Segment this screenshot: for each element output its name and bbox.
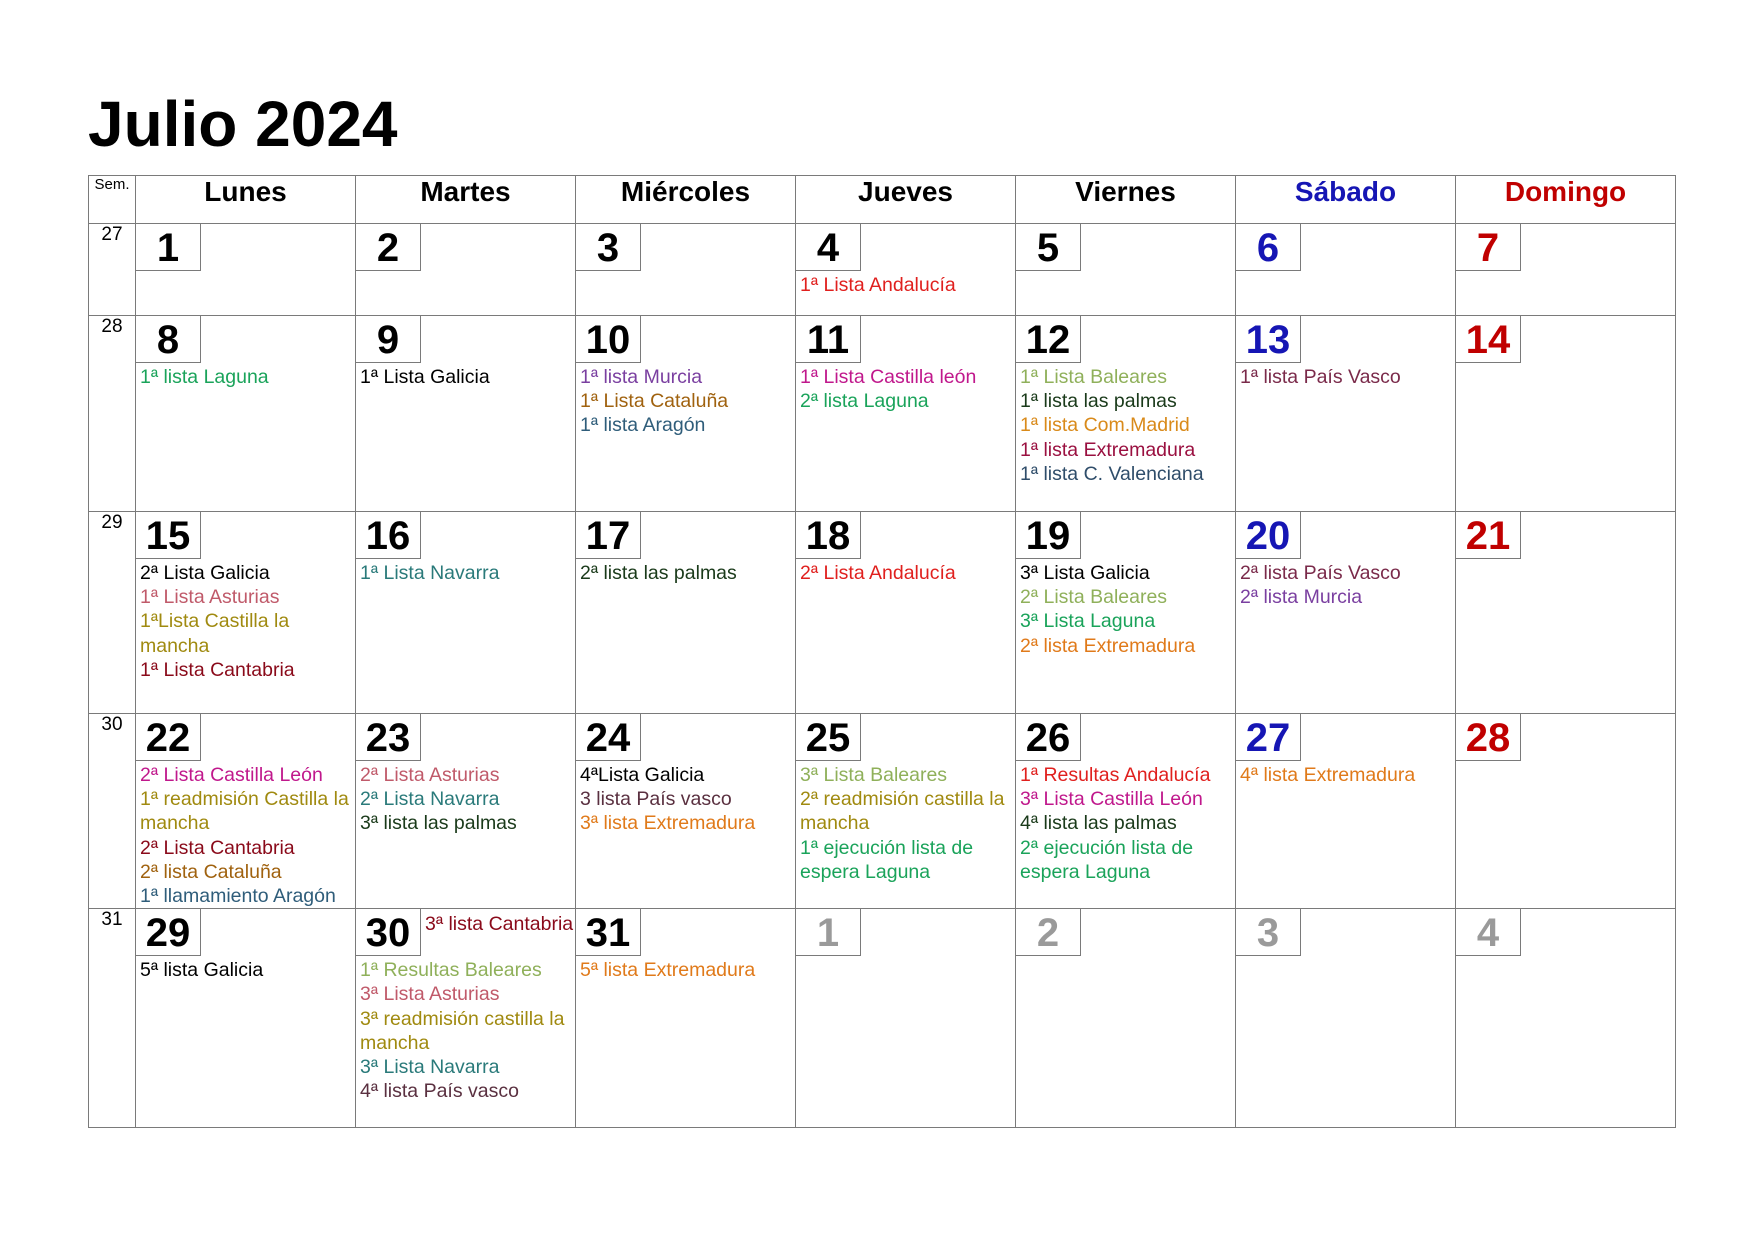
day-cell[interactable] — [1236, 224, 1456, 316]
day-cell[interactable] — [796, 512, 1016, 714]
event-item: 1ª Lista Baleares — [1020, 366, 1168, 388]
day-number: 21 — [1456, 512, 1521, 559]
day-cell[interactable] — [136, 714, 356, 909]
day-cell[interactable] — [576, 512, 796, 714]
day-number: 6 — [1236, 224, 1301, 271]
day-number: 29 — [136, 909, 201, 956]
day-cell-top — [796, 909, 1015, 956]
event-item: 3ª Lista Galicia — [1020, 562, 1150, 584]
day-cell[interactable] — [1236, 316, 1456, 512]
day-number: 4 — [1456, 909, 1521, 956]
day-number: 14 — [1456, 316, 1521, 363]
day-number: 18 — [796, 512, 861, 559]
week-row — [89, 909, 1676, 1128]
day-number: 24 — [576, 714, 641, 761]
day-cell[interactable] — [136, 316, 356, 512]
event-item: 1ª readmisión Castilla la mancha — [140, 788, 349, 835]
event-item: 1ª lista Laguna — [140, 366, 269, 388]
day-number: 13 — [1236, 316, 1301, 363]
day-number: 11 — [796, 316, 861, 363]
event-list — [1456, 363, 1675, 365]
day-number: 25 — [796, 714, 861, 761]
day-cell[interactable] — [576, 316, 796, 512]
event-list — [1236, 761, 1455, 787]
day-cell[interactable] — [1236, 512, 1456, 714]
day-cell-top — [1016, 512, 1235, 559]
event-item: 3ª lista las palmas — [360, 812, 517, 835]
day-cell[interactable] — [356, 714, 576, 909]
day-cell-top — [1456, 512, 1675, 559]
day-cell-top — [1236, 909, 1455, 956]
day-cell-top — [576, 224, 795, 271]
day-cell-top — [1016, 909, 1235, 956]
event-item: 3ª Lista Castilla León — [1020, 788, 1203, 811]
week-row — [89, 512, 1676, 714]
event-list — [796, 559, 1015, 585]
day-number: 20 — [1236, 512, 1301, 559]
event-item: 1ª Lista Andalucía — [800, 274, 956, 296]
event-item: 3ª Lista Baleares — [800, 764, 948, 786]
day-cell[interactable] — [1016, 714, 1236, 909]
event-list — [576, 761, 795, 836]
event-list — [1016, 761, 1235, 884]
calendar-header-row — [89, 176, 1676, 224]
day-cell-top — [1456, 224, 1675, 271]
day-cell-top — [1236, 224, 1455, 271]
day-cell[interactable] — [136, 224, 356, 316]
day-number: 10 — [576, 316, 641, 363]
page-title: Julio 2024 — [88, 88, 398, 160]
day-cell[interactable] — [576, 224, 796, 316]
event-list — [136, 363, 355, 389]
day-cell-top — [136, 316, 355, 363]
day-cell[interactable] — [136, 909, 356, 1128]
day-header-monday: Lunes — [136, 176, 356, 224]
day-number: 23 — [356, 714, 421, 761]
day-cell-top — [356, 512, 575, 559]
day-cell-top — [1236, 512, 1455, 559]
day-header-thursday: Jueves — [796, 176, 1016, 224]
week-number: 29 — [89, 512, 136, 714]
day-cell[interactable] — [136, 512, 356, 714]
event-item: 3ª lista Extremadura — [580, 812, 756, 835]
day-number: 17 — [576, 512, 641, 559]
event-list — [136, 559, 355, 682]
event-item: 2ª lista Extremadura — [1020, 634, 1196, 657]
day-number: 28 — [1456, 714, 1521, 761]
event-item: 1ª lista las palmas — [1020, 390, 1177, 413]
event-item: 2ª lista Murcia — [1240, 586, 1363, 609]
event-list — [356, 363, 575, 389]
event-item: 1ª Lista Asturias — [140, 586, 280, 609]
event-list — [1016, 956, 1235, 958]
event-item: 2ª ejecución lista de espera Laguna — [1020, 836, 1194, 883]
event-list — [796, 956, 1015, 958]
event-list — [136, 271, 355, 273]
event-item: 1ª Resultas Baleares — [360, 959, 542, 982]
event-list — [576, 363, 795, 438]
day-number: 5 — [1016, 224, 1081, 271]
calendar-body — [89, 224, 1676, 1128]
event-item: 1ª ejecución lista de espera Laguna — [800, 836, 974, 883]
day-cell-top — [136, 224, 355, 271]
week-row — [89, 316, 1676, 512]
day-cell-top — [356, 316, 575, 363]
event-list — [1236, 271, 1455, 273]
event-list — [576, 956, 795, 982]
event-list — [356, 559, 575, 585]
event-list — [1236, 363, 1455, 389]
event-item: 2ª readmisión castilla la mancha — [800, 788, 1005, 835]
event-list — [576, 559, 795, 585]
day-number: 22 — [136, 714, 201, 761]
event-list — [356, 271, 575, 273]
event-list — [796, 271, 1015, 297]
day-cell-top — [1456, 909, 1675, 956]
day-cell[interactable] — [796, 224, 1016, 316]
day-number: 3 — [1236, 909, 1301, 956]
day-number: 30 — [356, 909, 421, 956]
event-item: 4ª lista País vasco — [360, 1080, 519, 1103]
event-item: 1ª lista Aragón — [580, 414, 706, 437]
day-header-sunday: Domingo — [1456, 176, 1676, 224]
day-cell-top — [796, 512, 1015, 559]
day-cell[interactable] — [1456, 512, 1676, 714]
event-item: 2ª lista País Vasco — [1240, 562, 1401, 584]
day-number: 16 — [356, 512, 421, 559]
event-list — [1456, 761, 1675, 763]
event-item: 1ª lista C. Valenciana — [1020, 462, 1204, 485]
day-cell[interactable] — [1456, 224, 1676, 316]
day-cell-top — [1016, 316, 1235, 363]
event-item: 2ª Lista Baleares — [1020, 586, 1168, 609]
day-number: 3 — [576, 224, 641, 271]
day-cell[interactable] — [356, 316, 576, 512]
event-item: 2ª Lista Galicia — [140, 562, 270, 584]
week-row — [89, 714, 1676, 909]
day-number: 26 — [1016, 714, 1081, 761]
day-cell[interactable] — [1016, 512, 1236, 714]
event-list — [1016, 559, 1235, 658]
event-item: 2ª lista Laguna — [800, 390, 929, 413]
day-cell[interactable] — [356, 909, 576, 1128]
day-cell-top — [356, 224, 575, 271]
event-item: 1ª lista Murcia — [580, 366, 703, 388]
day-number: 31 — [576, 909, 641, 956]
day-cell-top — [576, 714, 795, 761]
day-cell-top — [1236, 316, 1455, 363]
week-number: 28 — [89, 316, 136, 512]
event-item: 3ª Lista Asturias — [360, 983, 500, 1006]
day-cell[interactable] — [1016, 224, 1236, 316]
day-cell-top — [796, 224, 1015, 271]
event-item: 3 lista País vasco — [580, 788, 732, 811]
day-header-tuesday: Martes — [356, 176, 576, 224]
event-list — [356, 761, 575, 836]
event-item: 1ª Lista Cataluña — [580, 390, 729, 413]
day-cell[interactable] — [1236, 714, 1456, 909]
event-item: 1ª Resultas Andalucía — [1020, 764, 1211, 786]
day-number: 4 — [796, 224, 861, 271]
event-item: 1ª Lista Cantabria — [140, 658, 295, 681]
event-list — [1456, 559, 1675, 561]
event-item: 2ª Lista Navarra — [360, 788, 500, 811]
week-row — [89, 224, 1676, 316]
day-cell-top — [356, 714, 575, 761]
day-header-wednesday: Miércoles — [576, 176, 796, 224]
day-cell-top — [1236, 714, 1455, 761]
day-cell-top — [136, 714, 355, 761]
day-number: 19 — [1016, 512, 1081, 559]
day-cell-top — [1456, 714, 1675, 761]
day-number: 15 — [136, 512, 201, 559]
event-list — [1456, 956, 1675, 958]
day-cell-top — [136, 512, 355, 559]
event-item: 4ª lista Extremadura — [1240, 764, 1416, 786]
event-item: 4ª lista las palmas — [1020, 812, 1177, 835]
event-item: 1ª lista Com.Madrid — [1020, 414, 1190, 437]
event-list — [1236, 559, 1455, 609]
event-list — [1456, 271, 1675, 273]
week-number-header: Sem. — [89, 176, 136, 224]
day-cell[interactable] — [1456, 316, 1676, 512]
calendar-table — [88, 175, 1676, 1128]
event-item: 1ª Lista Navarra — [360, 562, 500, 584]
day-number: 2 — [356, 224, 421, 271]
event-list — [796, 363, 1015, 413]
day-header-friday: Viernes — [1016, 176, 1236, 224]
event-list — [1016, 271, 1235, 273]
day-cell[interactable] — [576, 714, 796, 909]
event-item: 2ª lista las palmas — [580, 562, 737, 584]
day-cell[interactable] — [1456, 909, 1676, 1128]
event-item: 1ª llamamiento Aragón — [140, 885, 336, 908]
day-cell-top — [576, 316, 795, 363]
event-item: 2ª Lista Asturias — [360, 764, 500, 786]
day-number: 27 — [1236, 714, 1301, 761]
day-cell[interactable] — [1456, 714, 1676, 909]
event-item: 2ª Lista Castilla León — [140, 764, 323, 786]
day-number: 9 — [356, 316, 421, 363]
day-cell[interactable] — [1236, 909, 1456, 1128]
day-number: 1 — [796, 909, 861, 956]
day-cell-top — [796, 316, 1015, 363]
event-item: 2ª Lista Andalucía — [800, 562, 956, 584]
day-header-saturday: Sábado — [1236, 176, 1456, 224]
event-item: 1ª lista Extremadura — [1020, 438, 1196, 461]
day-cell[interactable] — [1016, 909, 1236, 1128]
event-item: 1ª Lista Galicia — [360, 366, 490, 388]
day-number: 1 — [136, 224, 201, 271]
day-number: 12 — [1016, 316, 1081, 363]
day-number: 2 — [1016, 909, 1081, 956]
day-cell[interactable] — [356, 512, 576, 714]
day-cell[interactable] — [576, 909, 796, 1128]
day-cell-top — [576, 512, 795, 559]
event-item: 3ª Lista Navarra — [360, 1056, 500, 1079]
day-cell-top — [1016, 224, 1235, 271]
event-item: 3ª lista Cantabria — [425, 913, 574, 936]
week-number: 31 — [89, 909, 136, 1128]
event-list — [136, 956, 355, 982]
event-item: 2ª Lista Cantabria — [140, 836, 295, 859]
event-list — [796, 761, 1015, 884]
day-cell-top — [136, 909, 355, 956]
day-cell-top — [1456, 316, 1675, 363]
day-cell[interactable] — [356, 224, 576, 316]
week-number: 30 — [89, 714, 136, 909]
event-list — [576, 271, 795, 273]
event-list — [1016, 363, 1235, 486]
event-item: 4ªLista Galicia — [580, 764, 705, 786]
event-item: 3ª Lista Laguna — [1020, 610, 1156, 633]
event-list — [356, 956, 575, 1103]
day-cell[interactable] — [796, 909, 1016, 1128]
day-cell[interactable] — [796, 714, 1016, 909]
event-list — [136, 761, 355, 908]
event-item: 5ª lista Galicia — [140, 959, 264, 982]
event-item: 3ª readmisión castilla la mancha — [360, 1007, 565, 1054]
event-item: 1ª Lista Castilla león — [800, 366, 977, 388]
day-cell-top — [1016, 714, 1235, 761]
event-item: 5ª lista Extremadura — [580, 959, 756, 982]
week-number: 27 — [89, 224, 136, 316]
day-cell[interactable] — [1016, 316, 1236, 512]
event-list — [1236, 956, 1455, 958]
event-item: 1ª lista País Vasco — [1240, 366, 1401, 388]
day-cell-top — [796, 714, 1015, 761]
day-number: 8 — [136, 316, 201, 363]
day-cell[interactable] — [796, 316, 1016, 512]
event-item: 2ª lista Cataluña — [140, 860, 282, 883]
event-item: 1ªLista Castilla la mancha — [140, 610, 290, 657]
day-cell-top — [576, 909, 795, 956]
day-cell-top — [356, 909, 575, 956]
day-number: 7 — [1456, 224, 1521, 271]
